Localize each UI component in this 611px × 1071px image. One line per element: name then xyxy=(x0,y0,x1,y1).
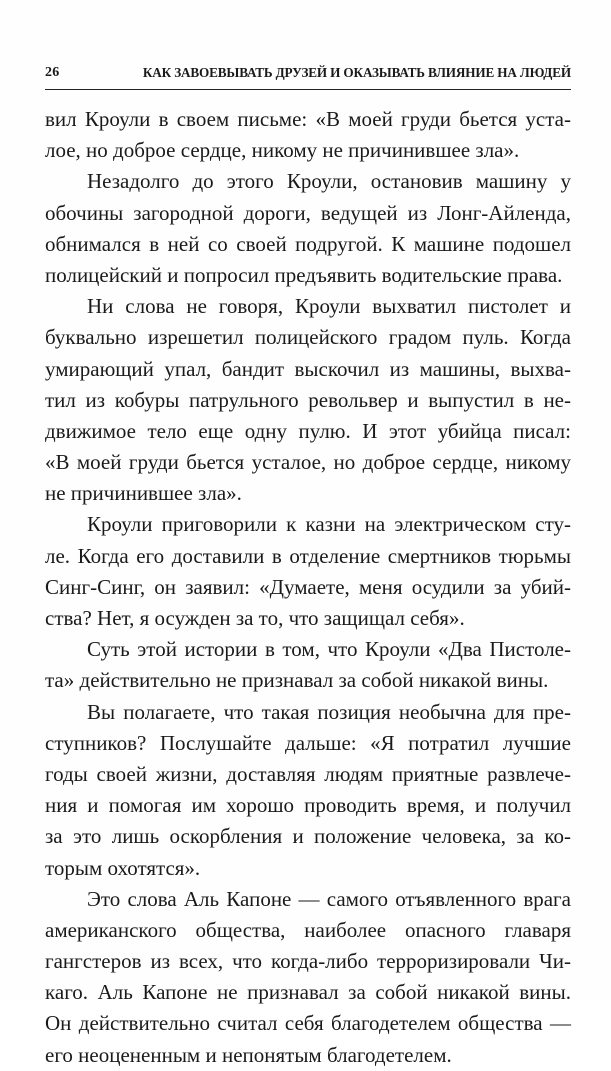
paragraph xyxy=(45,104,571,166)
text-line: не причинившее зла». xyxy=(45,481,242,506)
text-line: каго. Аль Капоне не признавал за собой никакой вины. xyxy=(45,980,571,1005)
paragraph xyxy=(45,697,571,884)
text-line: обнимался в ней со своей подругой. К машине подошел xyxy=(45,231,571,256)
text-line: ства? Нет, я осужден за то, что защищал себя». xyxy=(45,606,465,630)
text-line: годы своей жизни, доставляя людям приятные развлече- xyxy=(45,761,571,786)
text-line: гангстеров из всех, что когда-либо терроризировали Чи- xyxy=(45,949,571,974)
paragraph xyxy=(45,166,571,291)
text-line: движимое тело еще одну пулю. И этот убийца писал: xyxy=(45,418,571,443)
text-line: Суть этой истории в том, что Кроули «Два Пистоле- xyxy=(87,637,571,662)
text-line: полицейский и попросил предъявить водительские права. xyxy=(45,262,563,287)
page-number: 26 xyxy=(45,65,60,80)
text-line: вил Кроули в своем письме: «В моей груди бьется уста- xyxy=(45,107,571,131)
text-line: Он действительно считал себя благодетелем общества — xyxy=(45,1011,571,1036)
body-text xyxy=(45,104,571,1071)
text-line: Синг-Синг, он заявил: «Думаете, меня осудили за убий- xyxy=(45,574,571,599)
header-rule xyxy=(45,89,571,90)
text-line: ле. Когда его доставили в отделение смертников тюрьмы xyxy=(45,543,571,568)
paragraph xyxy=(45,884,571,1071)
text-line: за это лишь оскорбления и положение человека, за ко- xyxy=(45,824,571,849)
text-line: Незадолго до этого Кроули, остановив машину у xyxy=(87,169,571,194)
text-line: обочины загородной дороги, ведущей из Лонг-Айленда, xyxy=(45,200,571,225)
text-line: «В моей груди бьется усталое, но доброе сердце, никому xyxy=(45,450,571,475)
text-line: та» действительно не признавал за собой никакой вины. xyxy=(45,668,549,693)
text-line: американского общества, наиболее опасного главаря xyxy=(45,917,571,942)
paragraph xyxy=(45,634,571,696)
paragraph xyxy=(45,291,571,509)
text-line: торым охотятся». xyxy=(45,855,201,880)
text-line: Ни слова не говоря, Кроули выхватил пистолет и xyxy=(87,294,571,319)
paragraph xyxy=(45,509,571,634)
text-line: ступников? Послушайте дальше: «Я потратил лучшие xyxy=(45,730,571,755)
text-line: его неоцененным и непонятым благодетелем. xyxy=(45,1042,452,1067)
text-line: ния и помогая им хорошо проводить время, и получил xyxy=(45,793,571,818)
text-line: Вы полагаете, что такая позиция необычна для пре- xyxy=(87,699,571,724)
text-line: умирающий упал, бандит выскочил из машины, выхва- xyxy=(45,356,571,381)
running-title: КАК ЗАВОЕВЫВАТЬ ДРУЗЕЙ И ОКАЗЫВАТЬ ВЛИЯНИЕ НА ЛЮДЕЙ xyxy=(142,65,571,80)
text-line: тил из кобуры патрульного револьвер и выпустил в не- xyxy=(45,387,571,412)
text-line: буквально изрешетил полицейского градом пуль. Когда xyxy=(45,325,571,350)
text-line: Кроули приговорили к казни на электрическом сту- xyxy=(87,512,571,537)
text-line: Это слова Аль Капоне — самого отъявленного врага xyxy=(87,886,571,911)
page-header xyxy=(45,53,571,89)
text-line: лое, но доброе сердце, никому не причинившее зла». xyxy=(45,138,520,163)
